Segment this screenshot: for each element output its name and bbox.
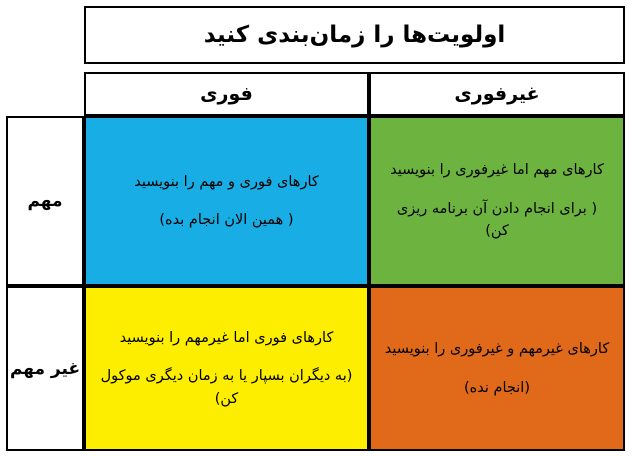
quadrant-urgent-not-important xyxy=(84,286,369,451)
quadrant-not-urgent-important-main: کارهای مهم اما غیرفوری را بنویسید xyxy=(390,162,604,179)
row-header-not-important xyxy=(6,286,84,451)
column-header-not-urgent-label: غیرفوری xyxy=(454,83,540,105)
quadrant-urgent-important-main: کارهای فوری و مهم را بنویسید xyxy=(134,173,319,190)
quadrant-not-urgent-important xyxy=(369,116,625,286)
quadrant-urgent-not-important-main: کارهای فوری اما غیرمهم را بنویسید xyxy=(119,329,334,346)
column-header-not-urgent xyxy=(369,72,625,116)
row-header-not-important-label: غیر مهم xyxy=(9,358,81,379)
row-header-important-label: مهم xyxy=(27,191,63,211)
row-header-important xyxy=(6,116,84,286)
quadrant-urgent-not-important-sub: (به دیگران بسپار یا به زمان دیگری موکول کن) xyxy=(100,368,353,407)
quadrant-not-urgent-not-important-sub: (انجام نده) xyxy=(464,379,530,396)
quadrant-urgent-important xyxy=(84,116,369,286)
quadrant-urgent-important-sub: ( همین الان انجام بده) xyxy=(159,212,294,228)
quadrant-not-urgent-not-important xyxy=(369,286,625,451)
page-title: اولویت‌ها را زمان‌بندی کنید xyxy=(203,22,506,48)
matrix-title-box xyxy=(84,6,625,64)
quadrant-not-urgent-important-sub: ( برای انجام دادن آن برنامه ریزی کن) xyxy=(396,200,598,240)
column-header-urgent-label: فوری xyxy=(200,83,253,105)
column-header-urgent xyxy=(84,72,369,116)
quadrant-not-urgent-not-important-main: کارهای غیرمهم و غیرفوری را بنویسید xyxy=(384,341,610,358)
